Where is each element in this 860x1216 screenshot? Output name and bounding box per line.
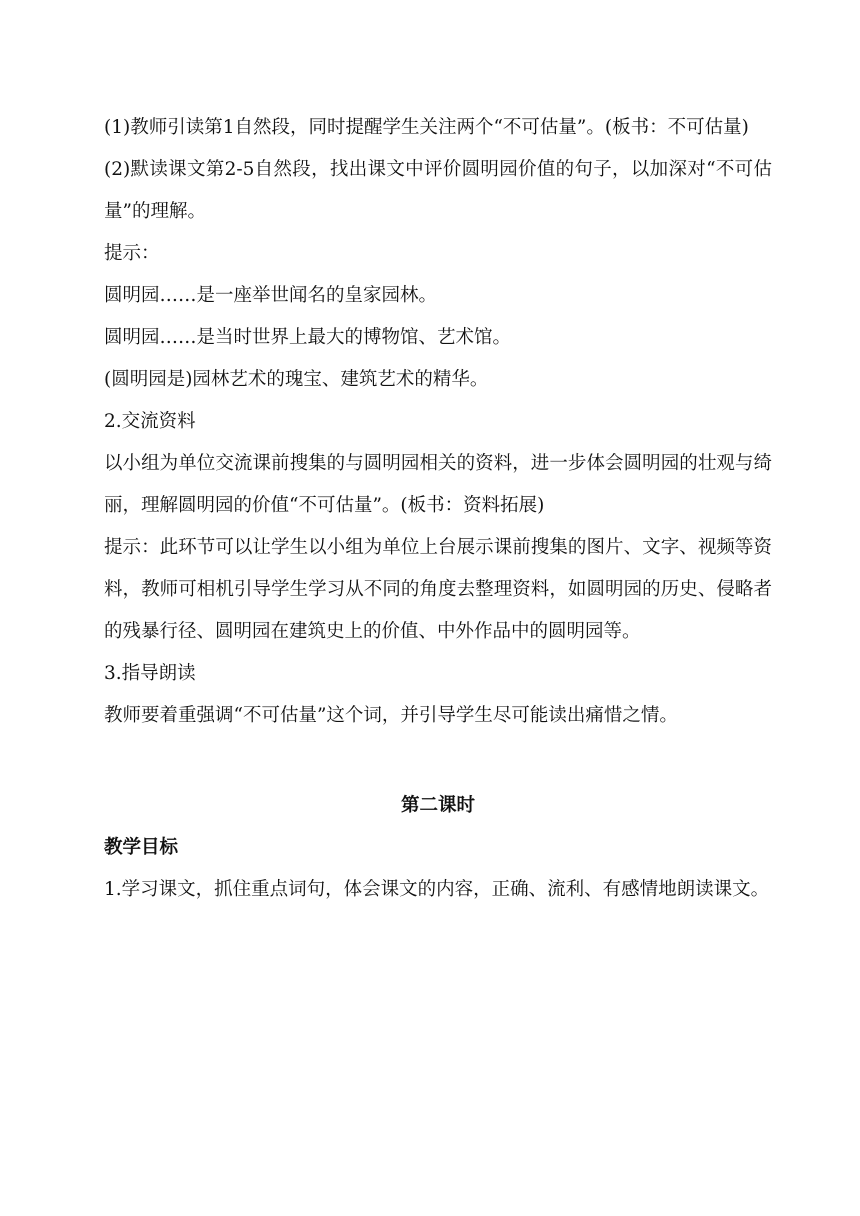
paragraph-hint-1: 圆明园……是一座举世闻名的皇家园林。	[104, 285, 438, 306]
paragraph-exchange-heading: 2.交流资料	[104, 411, 196, 432]
paragraph-hint-2: 圆明园……是当时世界上最大的博物馆、艺术馆。	[104, 327, 512, 348]
paragraph-hint-3: (圆明园是)园林艺术的瑰宝、建筑艺术的精华。	[104, 369, 489, 390]
paragraph-reading-body: 教师要着重强调“不可估量”这个词，并引导学生尽可能读出痛惜之情。	[104, 705, 678, 726]
paragraph-hint-label: 提示：	[104, 243, 160, 264]
paragraph-exchange-body: 以小组为单位交流课前搜集的与圆明园相关的资料，进一步体会圆明园的壮观与绮丽，理解圆明园的价值“不可估量”。(板书：资料拓展)	[104, 453, 772, 516]
paragraph-silent-reading: (2)默读课文第2-5自然段，找出课文中评价圆明园价值的句子，以加深对“不可估量”的理解。	[104, 159, 772, 222]
paragraph-objective-1: 1.学习课文，抓住重点词句，体会课文的内容，正确、流利、有感情地朗读课文。	[104, 879, 770, 900]
document-page	[104, 107, 772, 911]
section-heading: 教学目标	[104, 837, 179, 858]
lesson-title: 第二课时	[400, 795, 475, 816]
paragraph-reading-heading: 3.指导朗读	[104, 663, 196, 684]
paragraph-exchange-hint: 提示：此环节可以让学生以小组为单位上台展示课前搜集的图片、文字、视频等资料，教师可相机引导学生学习从不同的角度去整理资料，如圆明园的历史、侵略者的残暴行径、圆明园在建筑史上的价值、中外作品中的圆明园等。	[104, 537, 772, 642]
section-spacer	[104, 737, 772, 785]
paragraph-guided-reading: (1)教师引读第1自然段，同时提醒学生关注两个“不可估量”。(板书：不可估量)	[104, 117, 749, 138]
